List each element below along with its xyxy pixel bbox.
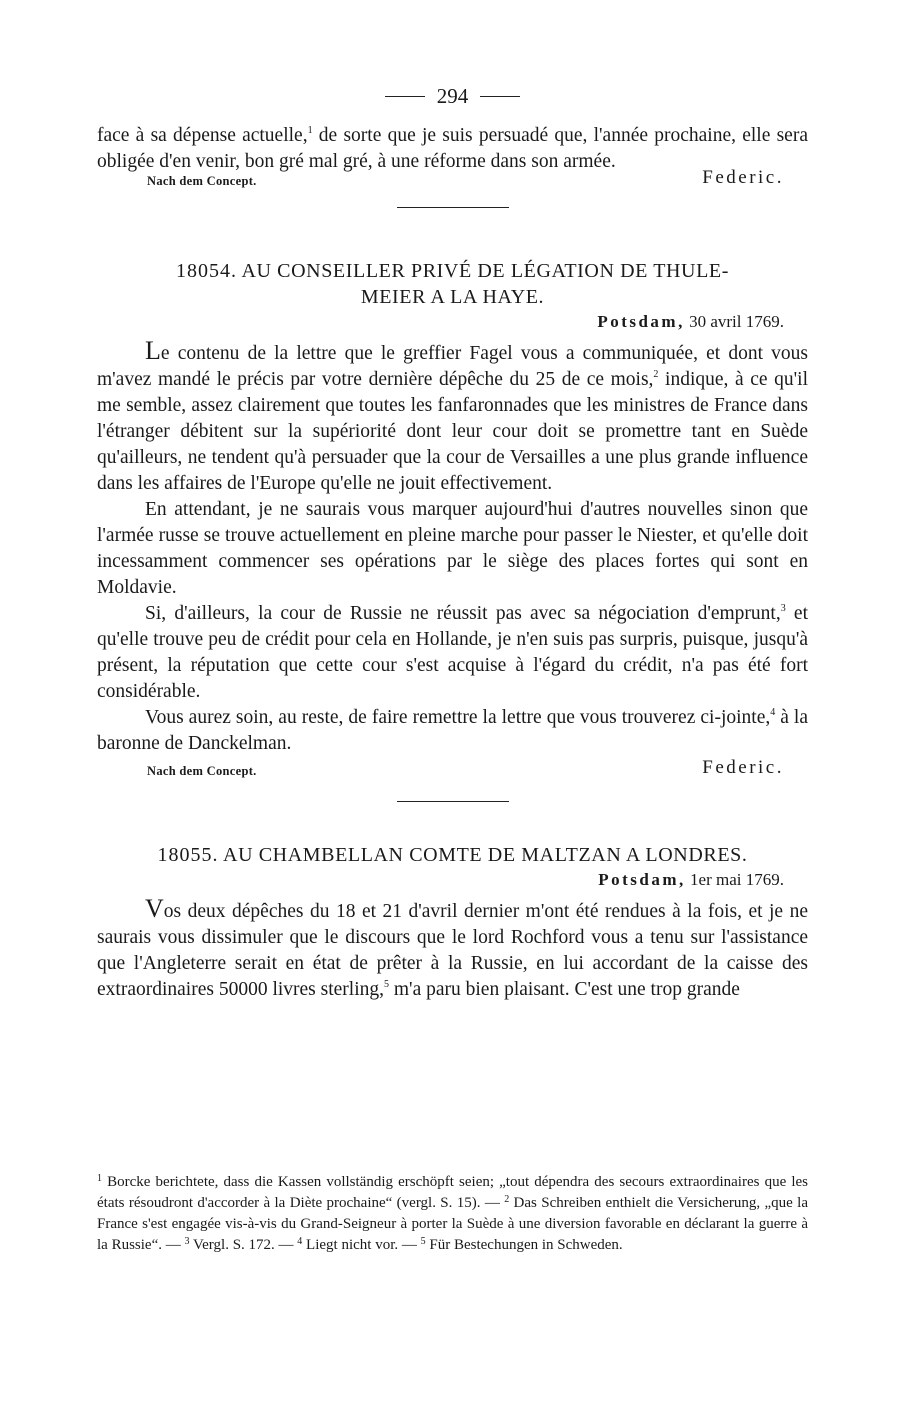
footnote-text: Das Schreiben enthielt die Versicherung, „que la France s'est engagée vis-à-vis du Grand-Seigneur à porter la Suède à une diversion favorable en déclarant la guerre à la Russie“. —: [97, 1195, 809, 1253]
footnote-text: Liegt nicht vor. —: [306, 1237, 421, 1253]
footnote: [185, 1237, 298, 1253]
footnote: [297, 1237, 420, 1253]
footnote-ref-4: 4: [770, 707, 776, 718]
footnote-number: 3: [184, 1236, 190, 1247]
dateline-place: Potsdam,: [597, 312, 685, 331]
footnote: [421, 1237, 623, 1253]
letter-title: [97, 842, 808, 868]
letter-title: [97, 258, 808, 310]
letter-paragraph: [97, 338, 808, 497]
footnote-number: 2: [504, 1194, 510, 1205]
paragraph-text: à la baronne de Danckelman.: [97, 707, 808, 754]
paragraph-text: e contenu de la lettre que le greffier Fagel vous a communiquée, et dont vous m'avez mandé le précis par votre dernière dépêche du 25 de ce mois,: [97, 343, 808, 390]
letter-paragraph: [97, 705, 808, 757]
concept-note: Nach dem Concept.: [147, 764, 257, 778]
dateline-date: 30 avril 1769.: [689, 312, 784, 331]
initial-letter: V: [145, 894, 164, 923]
footnote-number: 5: [420, 1236, 426, 1247]
document-page: [97, 84, 808, 1003]
dateline-date: 1er mai 1769.: [690, 870, 784, 889]
header-dash-left: [385, 96, 425, 97]
paragraph-text: os deux dépêches du 18 et 21 d'avril dernier m'ont été rendues à la fois, et je ne saurais vous dissimuler que le discours que le lord Rochford vous a tenu sur l'assistance que l'Angleterre serait en état de prêter à la Russie, en lui accordant de la caisse des extraordinaires 50000 livres sterling,: [97, 901, 808, 1000]
letter-title-line1: AU CONSEILLER PRIVÉ DE LÉGATION DE THULE-: [241, 260, 729, 282]
letter-dateline: [97, 870, 808, 890]
section-rule: [397, 207, 509, 208]
paragraph-text: Vous aurez soin, au reste, de faire remettre la lettre que vous trouverez ci-jointe,: [145, 707, 771, 728]
initial-letter: L: [145, 336, 161, 365]
section-rule: [397, 801, 509, 802]
page-number: 294: [436, 84, 469, 108]
paragraph-text: et qu'elle trouve peu de crédit pour cela en Hollande, je n'en suis pas surpris, puisque, jusqu'à présent, la réputation que cette cour s'est acquise à l'égard du crédit, n'a pas été fort considérable.: [97, 603, 808, 702]
footnotes: [97, 1172, 808, 1256]
footnote-ref-5: 5: [384, 979, 390, 990]
concept-note: Nach dem Concept.: [147, 174, 257, 188]
dateline-place: Potsdam,: [598, 870, 686, 889]
footnote-text: Für Bestechungen in Schweden.: [429, 1237, 623, 1253]
paragraph-text: indique, à ce qu'il me semble, assez clairement que toutes les fanfaronnades que les ministres de France dans l'étranger débitent sur la supériorité dont leur cour doit se promettre tant en Suède qu'ailleurs, ne tendent qu'à persuader que la cour de Versailles a une plus grande influence dans les affaires de l'Europe qu'elle ne jouit effectivement.: [97, 369, 808, 494]
footnote-text: Vergl. S. 172. —: [192, 1237, 298, 1253]
letter-number: 18055.: [157, 844, 219, 866]
continuation-text-a: face à sa dépense actuelle,: [97, 125, 308, 146]
footnote-number: 4: [297, 1236, 303, 1247]
footnote-text: Borcke berichtete, dass die Kassen vollständig erschöpft seien; „tout dépendra des secours extraordinaires que les états résoudront d'accorder à la Diète prochaine“ (vergl. S. 15). —: [97, 1174, 808, 1211]
letter-number: 18054.: [175, 260, 237, 282]
letter-sign-block: [97, 757, 808, 779]
footnote-ref-3: 3: [780, 603, 786, 614]
letter-dateline: [97, 312, 808, 332]
header-dash-right: [480, 96, 520, 97]
footnote-ref-2: 2: [653, 369, 659, 380]
letter-paragraph: En attendant, je ne saurais vous marquer aujourd'hui d'autres nouvelles sinon que l'armée russe se trouve actuellement en pleine marche pour passer le Niester, et qu'elle doit incessamment commencer ses opérations par le siège des places fortes qui sont en Moldavie.: [97, 499, 808, 598]
signature: Federic.: [702, 167, 784, 188]
letter-paragraph: [97, 601, 808, 705]
letter-title-line1: AU CHAMBELLAN COMTE DE MALTZAN A LONDRES.: [223, 844, 748, 866]
letter-paragraph: [97, 896, 808, 1003]
continuation-text-b: de sorte que je suis persuadé que, l'année prochaine, elle sera obligée d'en venir, bon gré mal gré, à une réforme dans son armée.: [97, 125, 808, 172]
paragraph-text: Si, d'ailleurs, la cour de Russie ne réussit pas avec sa négociation d'emprunt,: [145, 603, 781, 624]
signature: Federic.: [702, 757, 784, 778]
paragraph-text: m'a paru bien plaisant. C'est une trop grande: [389, 979, 740, 1000]
letter-title-line2: MEIER A LA HAYE.: [360, 286, 545, 308]
page-header: [97, 84, 808, 109]
footnote-ref-1: 1: [307, 125, 313, 136]
footnote-number: 1: [97, 1173, 102, 1184]
